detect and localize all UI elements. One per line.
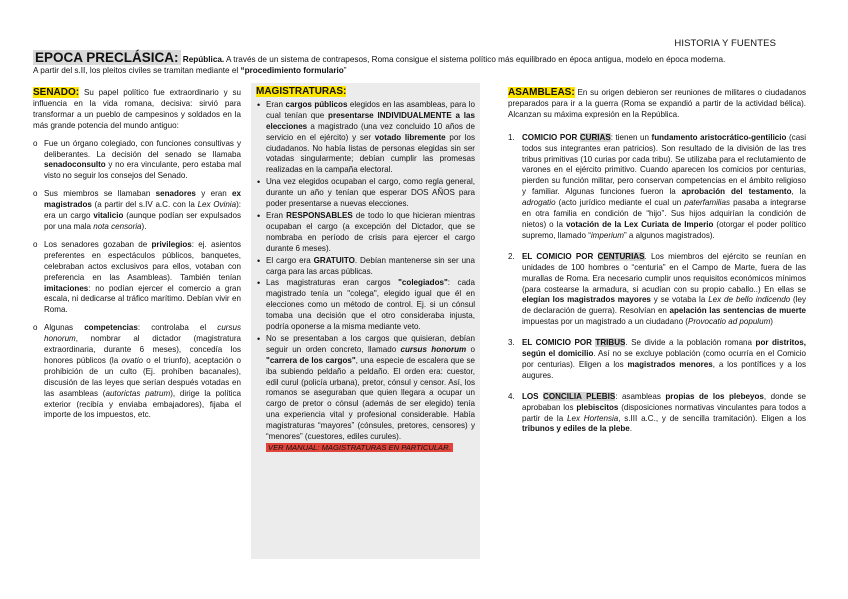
t: (disposiciones normativas vinculantes para todos a partir de la bbox=[522, 402, 807, 423]
senado-list bbox=[33, 139, 241, 422]
magistraturas-list bbox=[256, 100, 475, 454]
t: ovatio bbox=[121, 355, 143, 365]
t: En su origen debieron ser reuniones de militares o ciudadanos preparados para ir a la guerra (Roma se expandió a partir de la actividad bélica). Alcanzan su máxima expresión en la República. bbox=[508, 88, 806, 119]
t: , nombrar al dictador (magistratura extraordinaria, durante 6 meses), concedía los honores públicos (la bbox=[44, 334, 241, 365]
t: Las magistraturas eran cargos bbox=[266, 278, 399, 288]
t: (aunque podían ser expulsados por una mala bbox=[44, 211, 241, 231]
t: privilegios bbox=[151, 239, 192, 249]
t: . Debían mantenerse sin ser una carga para las arcas públicas. bbox=[266, 255, 476, 276]
t: (ley de declaración de guerra). Resolvían en bbox=[522, 295, 807, 316]
t: COMICIO POR bbox=[522, 132, 580, 142]
t: : tienen un bbox=[610, 132, 652, 142]
list-item bbox=[256, 177, 475, 210]
t: : cada magistrado tenía un "colega", elegido igual que él en elecciones como un método de control. Ej. si un cónsul tomaba una decisión que el otro consideraba injusta, podría oponerse a la misma mediante veto. bbox=[266, 278, 475, 332]
t: : ej. asientos preferentes en espectáculos públicos, banquetes, celebraban actos exclusivos para ellos, votaban con preferencia en las Asambleas). También tenían bbox=[44, 239, 241, 282]
title-block bbox=[33, 52, 823, 76]
t: . Se divide a la población romana bbox=[625, 338, 756, 348]
magistraturas-heading: MAGISTRATURAS: bbox=[256, 86, 347, 97]
t: , s.III a.C., y de sencilla tramitación). Eligen a los bbox=[618, 413, 806, 423]
t: : asambleas bbox=[615, 391, 666, 401]
t: EL COMICIO POR bbox=[522, 251, 598, 261]
t: : controlaba el bbox=[137, 323, 218, 333]
t: ) bbox=[770, 317, 773, 327]
t: EL COMICIO POR bbox=[522, 338, 596, 348]
t: Lex de bello indicendo bbox=[708, 295, 791, 305]
t: Eran bbox=[266, 210, 287, 220]
senado-intro bbox=[33, 88, 241, 132]
t: imperium bbox=[590, 230, 624, 240]
t: elegidos en las asambleas, para lo cual tenían que bbox=[266, 99, 476, 120]
magistraturas-column bbox=[251, 83, 480, 559]
t: nota censoria bbox=[93, 221, 142, 231]
t: Algunas bbox=[44, 323, 85, 333]
intro-text-1: A través de un sistema de contrapesos, Roma consigue el sistema político más equilibrado en época antigua, modelo en época moderna. bbox=[224, 55, 726, 64]
t: tribunos y ediles de la plebe bbox=[522, 424, 630, 434]
t: : no podían ejercer el comercio a gran escala, ni dedicarse al tráfico marítimo. Debían vivir en Roma. bbox=[44, 283, 241, 315]
magistraturas-heading-row bbox=[256, 87, 475, 98]
t: plebiscitos bbox=[576, 402, 619, 412]
list-item bbox=[508, 392, 806, 436]
t: y se votaba la bbox=[650, 295, 709, 305]
list-item bbox=[508, 252, 806, 328]
asambleas-intro bbox=[508, 88, 806, 121]
t: , la bbox=[791, 187, 806, 197]
senado-intro-text: Su papel político fue extraordinario y su influencia en la vida romana, decisiva: sirvió para transformar a un pueblo de campesinos y soldados en la más grande potencia del mundo antiguo: bbox=[33, 88, 241, 130]
t: fundamento aristocrático-gentilicio bbox=[651, 132, 787, 142]
list-item bbox=[256, 256, 475, 278]
list-item bbox=[256, 334, 475, 454]
procedimiento-formulario: “procedimiento formulario bbox=[240, 66, 344, 75]
t: apelación las sentencias de muerte bbox=[669, 306, 806, 316]
t: senadoconsulto bbox=[44, 160, 106, 170]
t: CONCILIA PLEBIS bbox=[543, 391, 616, 401]
t: ” a algunos magistrados). bbox=[623, 230, 715, 240]
list-item bbox=[256, 211, 475, 255]
t: Sus miembros se llamaban bbox=[44, 189, 156, 199]
t: , una especie de escalera que se iba subiendo peldaño a peldaño. El orden era: cuestor, edil curul (policía urbana), pretor, cónsul y censor. Así, los romanos se aseguraban que quien llegara a ocupar un cargo de pretor o cónsul (además de ser elegido) tenía una experiencia vital y profesional considerable. Había magistraturas “mayores” (cónsules, pretores, censores) y “menores” (cuestores, ediles curules). bbox=[266, 355, 475, 442]
t: . bbox=[629, 424, 633, 434]
t: competencias bbox=[84, 323, 138, 333]
list-item bbox=[256, 100, 475, 176]
list-item bbox=[508, 338, 806, 382]
t: vitalicio bbox=[93, 211, 124, 221]
t: (a partir del s.IV a.C. con la bbox=[91, 200, 198, 210]
t: , donde se aprobaban los bbox=[522, 391, 806, 412]
t: "carrera de los cargos" bbox=[266, 355, 356, 365]
t: 3. bbox=[508, 338, 515, 348]
list-item bbox=[256, 278, 475, 333]
t: No se presentaban a los cargos que quisieran, debían seguir un orden concreto, llamado bbox=[266, 333, 475, 354]
senado-heading: SENADO: bbox=[33, 87, 80, 98]
page-title: EPOCA PRECLÁSICA: bbox=[35, 50, 179, 65]
t: o bbox=[466, 344, 475, 354]
t: ): era un cargo bbox=[44, 200, 241, 221]
t: imitaciones bbox=[44, 283, 89, 293]
t: 2. bbox=[508, 251, 515, 261]
t: Fue un órgano colegiado, con funciones consultivas y deliberantes. La decisión del senado se llamaba bbox=[44, 138, 241, 159]
list-item bbox=[33, 240, 241, 316]
asambleas-column bbox=[508, 88, 806, 445]
t: (otorgar el poder político supremo, llamado “ bbox=[522, 219, 806, 240]
t: por los ciudadanos. No había listas de personas elegidas sin ser votadas singularmente; debían cumplir las promesas realizadas en la campaña electoral. bbox=[266, 132, 476, 175]
t: 1. bbox=[508, 132, 515, 142]
intro-text-2: A partir del s.II, los pleitos civiles se tramitan mediante el bbox=[33, 66, 241, 75]
t: de todo lo que hicieran mientras ocupaban el cargo (a excepción del Dictador, que se nombraba en período de crisis para ejercer el cargo durante 6 meses). bbox=[266, 210, 475, 253]
t: cursus honorum bbox=[44, 323, 241, 344]
t: GRATUITO bbox=[313, 255, 355, 265]
t: CENTURIAS bbox=[597, 251, 645, 261]
list-item bbox=[33, 139, 241, 183]
t: presentarse INDIVIDUALMENTE a las elecciones bbox=[266, 110, 475, 131]
asambleas-heading: ASAMBLEAS: bbox=[508, 87, 575, 98]
list-item bbox=[508, 133, 806, 242]
t: , a los pontífices y a los augures. bbox=[522, 359, 806, 380]
t: Los senadores gozaban de bbox=[44, 239, 152, 249]
t: cargos públicos bbox=[285, 99, 348, 109]
t: . Así no se excluye población (como ocurría en el Comicio por centurias). Eligen a los bbox=[522, 349, 807, 369]
t: (casi todos sus integrantes eran patricios). Son resultado de la división de las tres tribus primitivas (10 curias por cada tribu). Se utilizaba para el reclutamiento de varones en el ejército primitivo. Cuando aparecen los comicios por centurias, pierden su función militar, pero conservan competencias en el ámbito religioso y familiar. Algunas funciones fueron la bbox=[522, 132, 806, 197]
asambleas-list bbox=[508, 133, 806, 436]
t: pasaba a integrarse en otra familia en condición de “hijo”. Sus hijos adquirían la condición de nietos) o la bbox=[522, 198, 806, 229]
t: ). bbox=[141, 221, 147, 231]
t: 4. bbox=[508, 391, 515, 401]
t: TRIBUS bbox=[595, 338, 626, 348]
t: ex magistrados bbox=[44, 189, 241, 210]
t: y eran bbox=[195, 189, 233, 199]
senado-column bbox=[33, 88, 241, 428]
t: Una vez elegidos ocupaban el cargo, como regla general, durante un año y tenían que esperar DOS AÑOS para poder presentarse a nuevas elecciones. bbox=[266, 177, 475, 209]
t: "colegiados" bbox=[398, 278, 448, 288]
t: aprobación del testamento bbox=[681, 187, 792, 197]
t: impuestas por un magistrado a un ciudadano ( bbox=[522, 317, 688, 327]
t: por distritos, según el domicilio bbox=[522, 338, 806, 359]
t: o el triunfo), aceptación o prohibición de un culto (Ej. prohíben bacanales), discusión de las leyes que serían después votadas en las asambleas ( bbox=[44, 355, 241, 398]
t: autorictas patrum bbox=[105, 388, 171, 398]
t: y no era vinculante, pero estaba mal visto no seguir los consejos del Senado. bbox=[44, 160, 241, 181]
t: RESPONSABLES bbox=[286, 210, 353, 220]
t: Eran bbox=[266, 99, 286, 109]
t: paterfamilias bbox=[684, 198, 730, 208]
t: senadores bbox=[155, 189, 196, 199]
republica-label: República. bbox=[182, 55, 225, 64]
list-item bbox=[33, 189, 241, 233]
t: Lex Ovinia bbox=[197, 200, 237, 210]
t: elegían los magistrados mayores bbox=[522, 295, 651, 305]
intro-end: ” bbox=[343, 66, 347, 75]
t: El cargo era bbox=[266, 255, 314, 265]
t: Provocatio ad populum bbox=[687, 317, 771, 327]
t: adrogatio bbox=[522, 198, 556, 208]
course-header: HISTORIA Y FUENTES bbox=[674, 38, 776, 49]
t: a magistrado (una vez concluido 10 años de servicio en el ejército) y ser bbox=[266, 121, 475, 142]
t: LOS bbox=[522, 391, 544, 401]
t: . Los miembros del ejército se reunían en unidades de 100 hombres o “centuria” en el Campo de Marte, fuera de las murallas de Roma. Era necesario cumplir unos requisitos económicos mínimos (para costearse la armadura, si acudían con su propio caballo..) En ellas se bbox=[522, 251, 806, 294]
t: cursus honorum bbox=[400, 344, 467, 354]
t: CURIAS bbox=[579, 132, 611, 142]
t: votación de la Lex Curiata de Imperio bbox=[565, 219, 714, 229]
t: magistrados menores bbox=[627, 359, 713, 369]
t: ), dirige la política exterior (recibía y enviaba embajadores), fijaba el importe de los impuestos, etc. bbox=[44, 388, 241, 420]
t: Lex Hortensia bbox=[567, 413, 619, 423]
t: votado libremente bbox=[374, 132, 446, 142]
list-item bbox=[33, 323, 241, 421]
t: propias de los plebeyos bbox=[665, 391, 764, 401]
manual-note: VER MANUAL: MAGISTRATURAS EN PARTICULAR. bbox=[268, 443, 451, 452]
t: (acto jurídico mediante el cual un bbox=[555, 198, 685, 208]
